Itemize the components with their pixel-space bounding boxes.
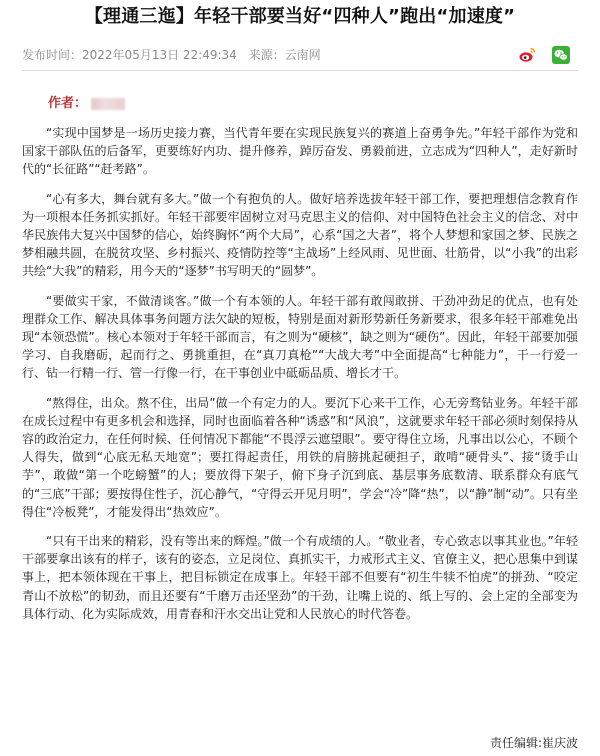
source-value: 云南网 xyxy=(284,48,321,62)
article-meta xyxy=(22,44,578,66)
paragraph: “要做实干家，不做清谈客。”做一个有本领的人。年轻干部有敢闯敢拼、干劲冲劲足的优点，也有处理群众工作、解决具体事务问题方法欠缺的短板，特别是面对新形势新任务新要求，很多年轻干部难免出现“本领恐慌”。核心本领对于年轻干部而言，有之则为“硬核”，缺之则为“硬伤”。因此，年轻干部要加强学习、自我磨砺，起而行之、勇挑重担，在“真刀真枪”“大战大考”中全面提高“七种能力”，干一行爱一行、钻一行精一行、管一行像一行，在干事创业中砥砺品质、增长才干。 xyxy=(22,293,578,381)
paragraph: “只有干出来的精彩，没有等出来的辉煌。”做一个有成绩的人。“敬业者，专心致志以事其业也。”年轻干部要拿出该有的样子，该有的姿态，立足岗位、真抓实干，力戒形式主义、官僚主义，把心思集中到谋事上，把本领体现在干事上，把目标锁定在成事上。年轻干部不但要有“初生牛犊不怕虎”的拼劲、“咬定青山不放松”的韧劲，而且还要有“千磨万击还坚劲”的干劲，让嘴上说的、纸上写的、会上定的全部变为具体行动、化为实际成效，用青春和汗水交出让党和人民放心的时代答卷。 xyxy=(22,534,578,621)
paragraph: “心有多大，舞台就有多大。”做一个有抱负的人。做好培养选拔年轻干部工作，要把理想信念教育作为一项根本任务抓实抓好。年轻干部要牢固树立对马克思主义的信仰、对中国特色社会主义的信念、对中华民族伟大复兴中国梦的信心，始终胸怀“两个大局”，心系“国之大者”，将个人梦想和家国之梦、民族之梦相融共圆，在脱贫攻坚、乡村振兴、疫情防控等“主战场”上经风雨、见世面、壮筋骨，以“小我”的出彩共绘“大我”的精彩，用今天的“逐梦”书写明天的“圆梦”。 xyxy=(22,191,578,279)
author-name-redacted xyxy=(91,98,125,110)
article-body xyxy=(22,124,578,634)
publish-time xyxy=(22,48,237,62)
source-label: 来源： xyxy=(248,48,285,62)
weibo-icon[interactable] xyxy=(518,46,536,64)
article-title: 【理通三迤】年轻干部要当好“四种人”跑出“加速度” xyxy=(84,6,516,27)
paragraph: “实现中国梦是一场历史接力赛，当代青年要在实现民族复兴的赛道上奋勇争先。”年轻干部作为党和国家干部队伍的后备军，更要练好内功、提升修养，踔厉奋发、勇毅前进，立志成为“四种人”，走好新时代的“长征路”“赶考路”。 xyxy=(22,126,578,177)
author-line xyxy=(48,94,125,114)
publish-label: 发布时间： xyxy=(22,48,83,62)
publish-value: 2022年05月13日 22:49:34 xyxy=(82,48,237,62)
paragraph: “熬得住，出众。熬不住，出局”做一个有定力的人。要沉下心来干工作，心无旁骛钻业务。年轻干部在成长过程中有更多机会和选择，同时也面临着各种“诱惑”和“风浪”，这就要求年轻干部必须时刻保持从容的政治定力，在任何时候、任何情况下都能“不畏浮云遮望眼”。要守得住立场，凡事出以公心，不顾个人得失，做到“心底无私天地宽”；要扛得起责任，用铁的肩膀挑起硬担子，敢啃“硬骨头”、接“烫手山芋”，敢做“第一个吃螃蟹”的人；要放得下架子，俯下身子沉到底、基层事务底数清、联系群众有底气的“三底”干部；要按得住性子，沉心静气，“守得云开见月明”，学会“冷”降“热”，以“静”制“动”。只有坐得住“冷板凳”，才能发得出“热效应”。 xyxy=(22,395,578,519)
divider xyxy=(22,70,578,71)
source xyxy=(249,48,321,62)
responsible-editor: 责任编辑:崔庆波 xyxy=(489,736,578,750)
author-label: 作者： xyxy=(48,96,88,111)
share-buttons xyxy=(518,44,578,66)
wechat-icon[interactable] xyxy=(552,46,570,64)
